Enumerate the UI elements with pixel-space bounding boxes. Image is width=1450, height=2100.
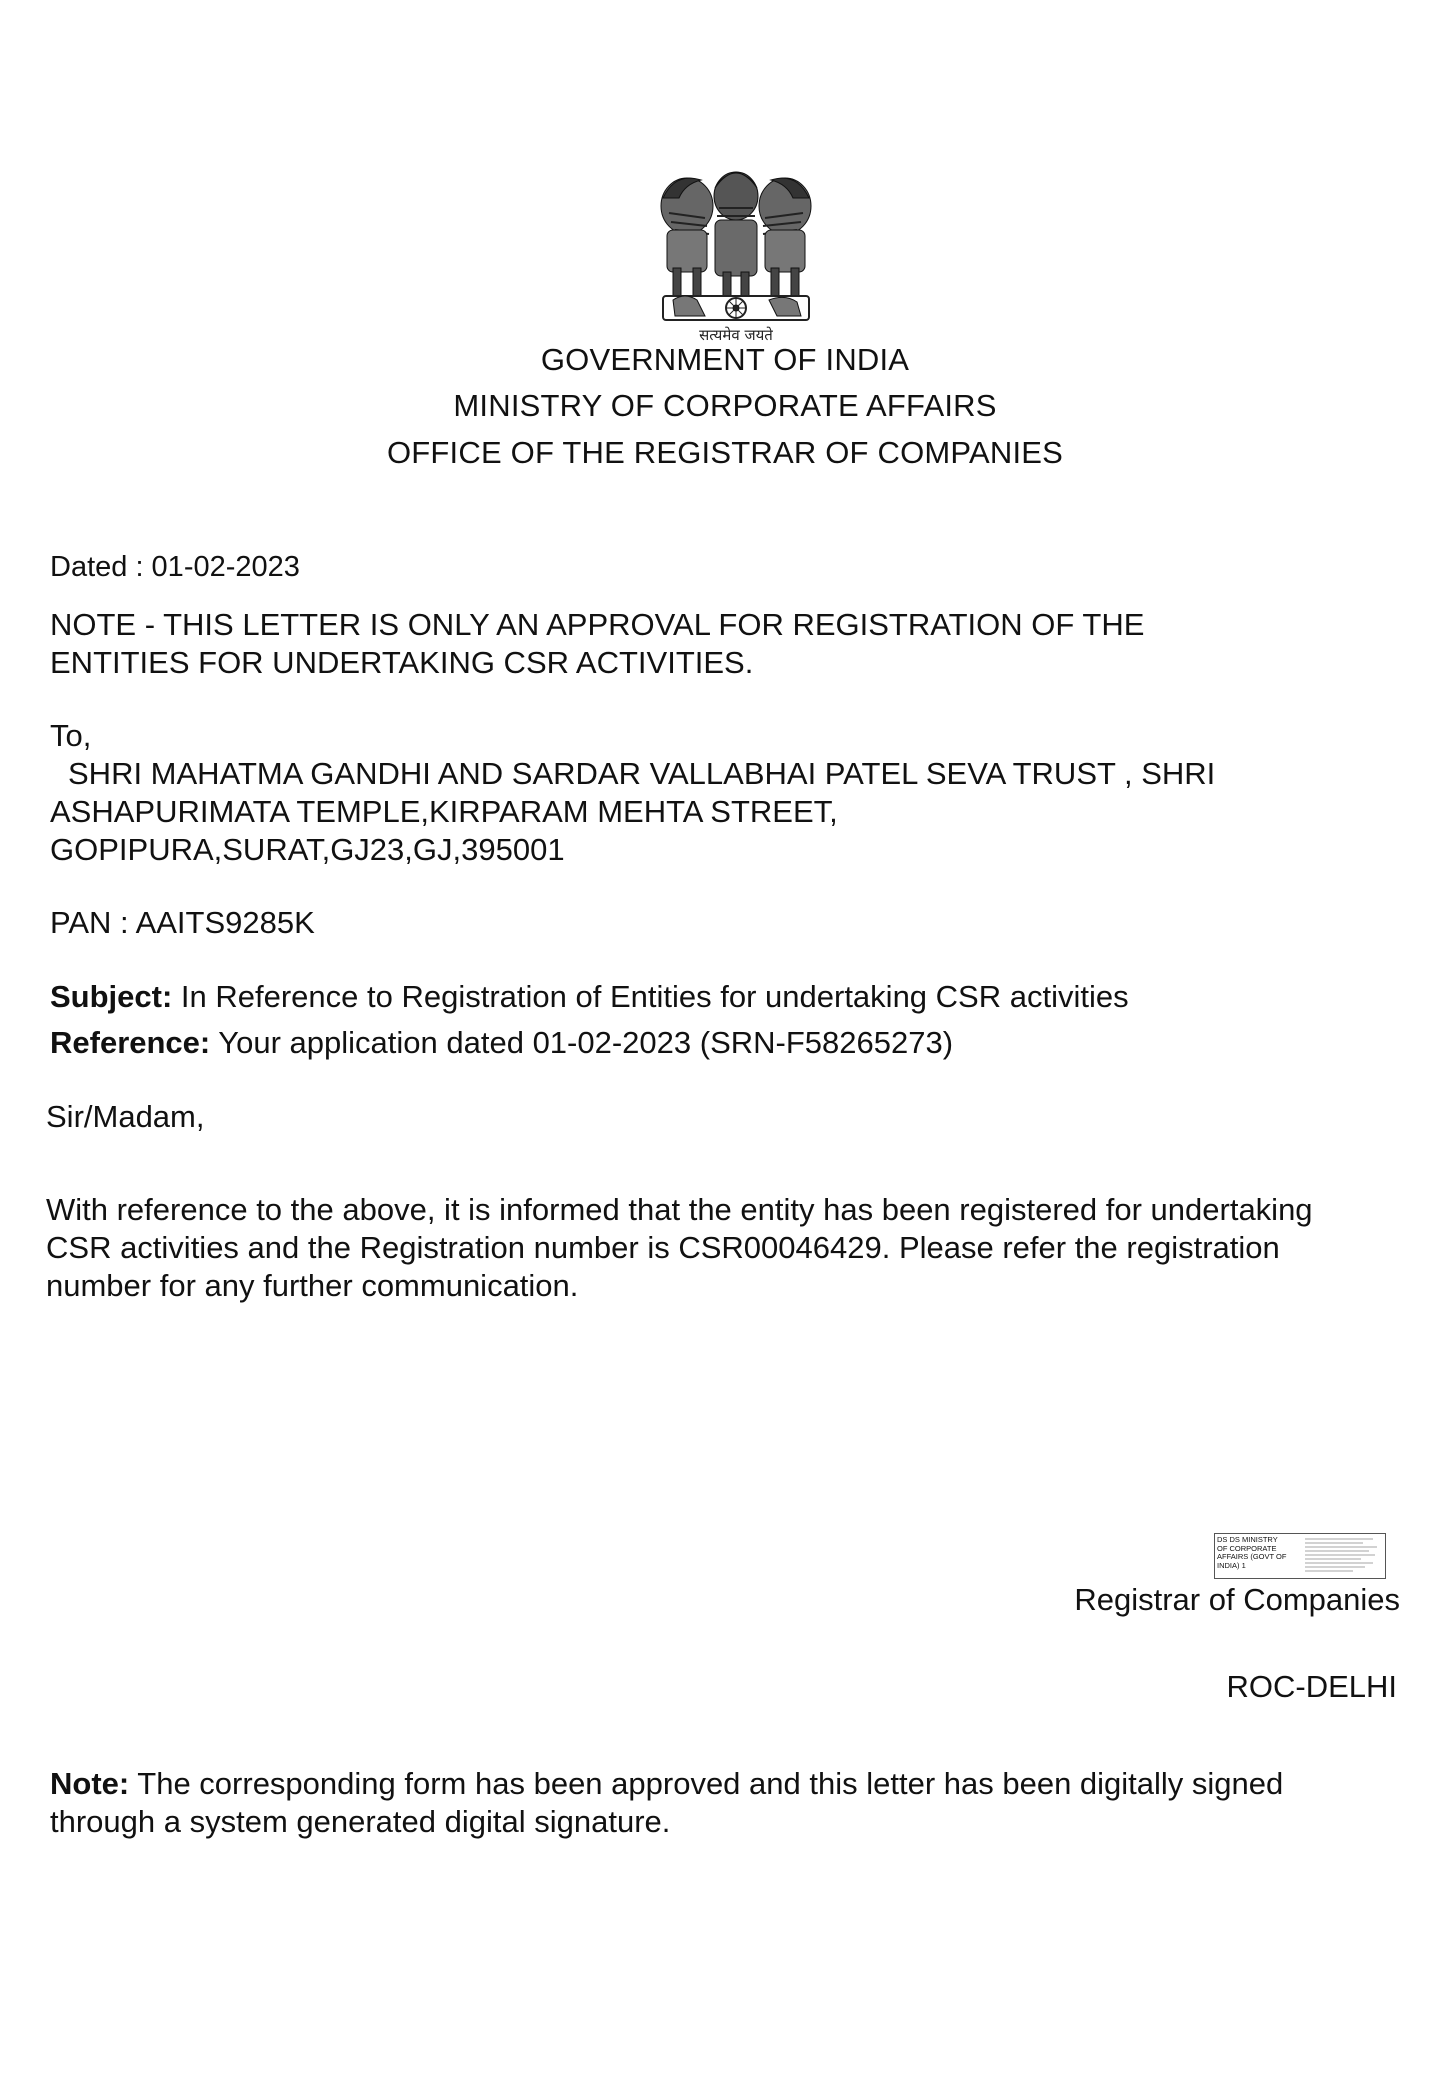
reference-line bbox=[50, 1024, 953, 1062]
signature-details-icon bbox=[1303, 1534, 1385, 1578]
body-line3: number for any further communication. bbox=[46, 1268, 579, 1303]
bottom-note-label: Note: bbox=[50, 1766, 130, 1801]
ashoka-emblem-icon bbox=[645, 158, 827, 346]
letter-date: Dated : 01-02-2023 bbox=[50, 551, 300, 583]
body-line1: With reference to the above, it is informed that the entity has been registered for undertaking bbox=[46, 1192, 1313, 1227]
recipient-line1: SHRI MAHATMA GANDHI AND SARDAR VALLABHAI PATEL SEVA TRUST , SHRI bbox=[68, 756, 1216, 791]
bottom-note-text: The corresponding form has been approved and this letter has been digitally signed bbox=[129, 1766, 1284, 1801]
header-ministry: MINISTRY OF CORPORATE AFFAIRS bbox=[453, 388, 997, 423]
digital-signature-stamp bbox=[1214, 1533, 1386, 1579]
recipient-line2: ASHAPURIMATA TEMPLE,KIRPARAM MEHTA STREET, bbox=[50, 794, 838, 829]
body-line2: CSR activities and the Registration number is CSR00046429. Please refer the registration bbox=[46, 1230, 1280, 1265]
reference-text: Your application dated 01-02-2023 (SRN-F58265273) bbox=[210, 1025, 954, 1060]
reference-label: Reference: bbox=[50, 1025, 211, 1060]
recipient-to: To, bbox=[50, 718, 92, 753]
pan-number: PAN : AAITS9285K bbox=[50, 905, 315, 940]
registrar-title: Registrar of Companies bbox=[1074, 1582, 1400, 1617]
registrar-office: ROC-DELHI bbox=[1226, 1669, 1397, 1704]
salutation: Sir/Madam, bbox=[46, 1099, 205, 1134]
signature-stamp-text: DS DS MINISTRY OF CORPORATE AFFAIRS (GOVT OF INDIA) 1 bbox=[1217, 1535, 1287, 1570]
subject-label: Subject: bbox=[50, 979, 173, 1014]
emblem-motto: सत्यमेव जयते bbox=[699, 326, 773, 344]
bottom-note-line1 bbox=[50, 1765, 1283, 1803]
bottom-note-line2: through a system generated digital signature. bbox=[50, 1804, 671, 1839]
header-office: OFFICE OF THE REGISTRAR OF COMPANIES bbox=[386, 435, 1064, 470]
approval-note-line2: ENTITIES FOR UNDERTAKING CSR ACTIVITIES. bbox=[50, 645, 754, 680]
header-government: GOVERNMENT OF INDIA bbox=[540, 342, 910, 377]
approval-note-line1: NOTE - THIS LETTER IS ONLY AN APPROVAL FOR REGISTRATION OF THE bbox=[50, 607, 1145, 642]
recipient-line3: GOPIPURA,SURAT,GJ23,GJ,395001 bbox=[50, 832, 565, 867]
subject-text: In Reference to Registration of Entities for undertaking CSR activities bbox=[172, 979, 1129, 1014]
subject-line bbox=[50, 978, 1129, 1016]
